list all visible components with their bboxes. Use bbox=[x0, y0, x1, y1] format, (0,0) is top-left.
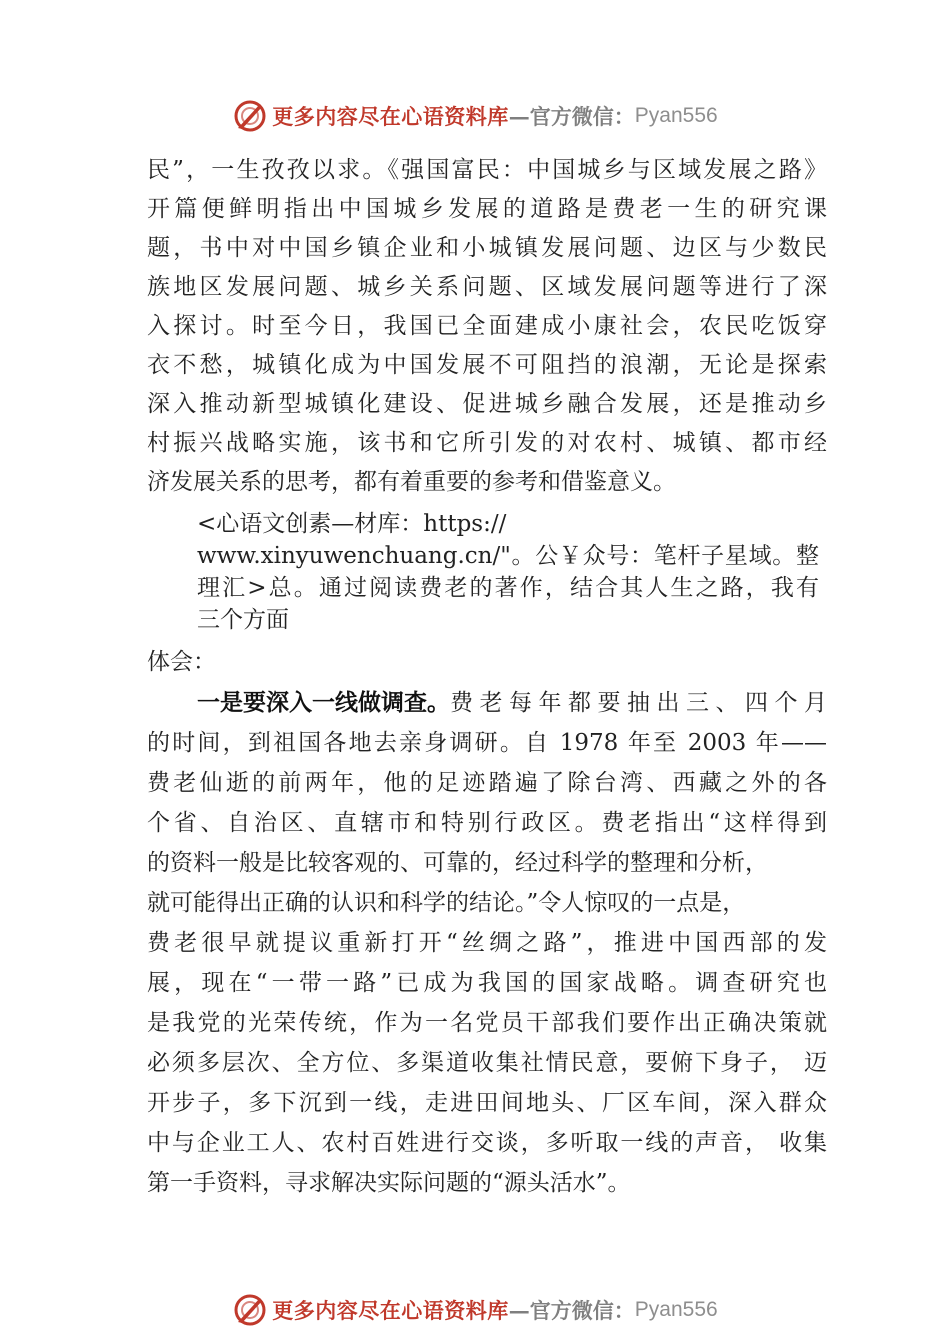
p3-line-8: 展，现在“一带一路”已成为我国的国家战略。调查研究也 bbox=[147, 970, 827, 996]
p1-line-4: 族地区发展问题、城乡关系问题、区域发展问题等进行了深 bbox=[147, 274, 827, 300]
p3-line-2: 的时间，到祖国各地去亲身调研。自 1978 年至 2003 年—— bbox=[147, 730, 827, 756]
p3-line-13: 第一手资料，寻求解决实际问题的“源头活水”。 bbox=[147, 1170, 631, 1196]
p1-line-8: 村振兴战略实施，该书和它所引发的对农村、城镇、都市经 bbox=[147, 430, 827, 456]
banner-wechat-label: —官方微信： bbox=[508, 1298, 635, 1323]
quill-seal-icon bbox=[232, 98, 268, 134]
p3-line-4: 个省、自治区、直辖市和特别行政区。费老指出“这样得到 bbox=[147, 810, 827, 836]
p3-line-1 bbox=[197, 688, 827, 720]
p3-line-3: 费老仙逝的前两年，他的足迹踏遍了除台湾、西藏之外的各 bbox=[147, 770, 827, 796]
p1-line-3: 题，书中对中国乡镇企业和小城镇发展问题、边区与少数民 bbox=[147, 235, 827, 261]
p3-line-12: 中与企业工人、农村百姓进行交谈，多听取一线的声音， 收集 bbox=[147, 1130, 827, 1156]
p3-line-7: 费老很早就提议重新打开“丝绸之路”，推进中国西部的发 bbox=[147, 930, 827, 956]
p1-line-2: 开篇便鲜明指出中国城乡发展的道路是费老一生的研究课 bbox=[147, 196, 827, 222]
p3-first-rest: 费老每年都要抽出三、四个月 bbox=[450, 690, 827, 716]
header-banner bbox=[0, 96, 950, 136]
banner-wechat-label: —官方微信： bbox=[508, 104, 635, 129]
p1-line-7: 深入推动新型城镇化建设、促进城乡融合发展，还是推动乡 bbox=[147, 391, 827, 417]
p1-line-9: 济发展关系的思考，都有着重要的参考和借鉴意义。 bbox=[147, 469, 676, 495]
p1-line-5: 入探讨。时至今日，我国已全面建成小康社会，农民吃饭穿 bbox=[147, 313, 827, 339]
p3-line-9: 是我党的光荣传统，作为一名党员干部我们要作出正确决策就 bbox=[147, 1010, 827, 1036]
p1-line-1: 民”，一生孜孜以求。《强国富民：中国城乡与区域发展之路》 bbox=[147, 157, 827, 183]
p3-line-10: 必须多层次、全方位、多渠道收集社情民意，要俯下身子， 迈 bbox=[147, 1050, 827, 1076]
quill-seal-icon bbox=[232, 1292, 268, 1328]
quote-line-3: 理汇>总。通过阅读费老的著作，结合其人生之路，我有 bbox=[197, 575, 819, 601]
p1-line-6: 衣不愁，城镇化成为中国发展不可阻挡的浪潮，无论是探索 bbox=[147, 352, 827, 378]
p3-bold-heading: 一是要深入一线做调查。 bbox=[197, 690, 450, 716]
p3-line-11: 开步子，多下沉到一线，走进田间地头、厂区车间，深入群众 bbox=[147, 1090, 827, 1116]
quote-line-4: 三个方面 bbox=[197, 607, 289, 633]
banner-title: 更多内容尽在心语资料库 bbox=[272, 104, 509, 129]
banner-wechat-handle: Pyan556 bbox=[634, 104, 718, 127]
banner-title: 更多内容尽在心语资料库 bbox=[272, 1298, 509, 1323]
p3-line-6: 就可能得出正确的认识和科学的结论。”令人惊叹的一点是， bbox=[147, 890, 746, 916]
banner-wechat-handle: Pyan556 bbox=[634, 1298, 718, 1321]
p2-line: 体会： bbox=[147, 649, 216, 675]
quote-line-1: <心语文创素—材库：https:// bbox=[197, 511, 507, 537]
quote-line-2: www.xinyuwenchuang.cn/"。公￥众号：笔杆子星域。整 bbox=[197, 543, 819, 569]
footer-banner bbox=[0, 1290, 950, 1330]
p3-line-5: 的资料一般是比较客观的、可靠的，经过科学的整理和分析， bbox=[147, 850, 768, 876]
